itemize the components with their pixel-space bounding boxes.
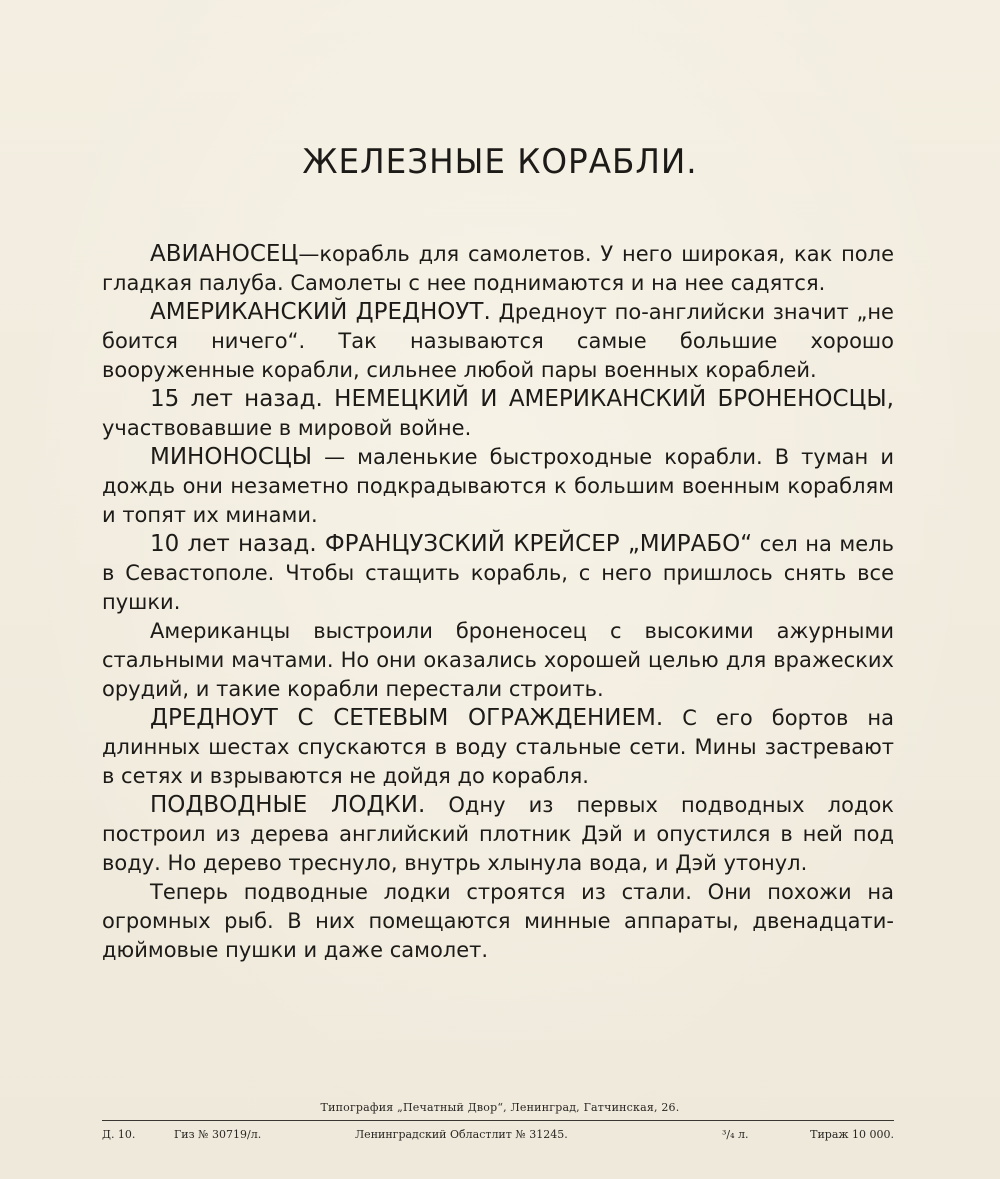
paragraph-text: С его бортов на длинных шестах спускаются в воду стальные сети. Мины застревают в сетях и взрываются не дойдя до корабля.: [102, 706, 894, 788]
paragraph-mirabeau: [102, 530, 894, 617]
page-title: ЖЕЛЕЗНЫЕ КОРАБЛИ.: [302, 142, 698, 182]
paragraph-text: сел на мель в Севастополе. Чтобы стащить корабль, с него пришлось снять все пушки.: [102, 532, 894, 614]
paragraph-lead: МИНОНОСЦЫ: [150, 444, 313, 470]
publication-footer: [102, 1128, 894, 1144]
paragraph-lead: ДРЕДНОУТ С СЕТЕВЫМ ОГРАЖДЕНИЕМ.: [150, 705, 664, 731]
footer-sheets: ³/₄ л.: [722, 1128, 749, 1141]
paragraph-steel-submarines: [102, 878, 894, 965]
footer-tirage: Тираж 10 000.: [810, 1128, 894, 1141]
body-text: [102, 240, 894, 965]
paragraph-lead: АВИАНОСЕЦ: [150, 241, 299, 267]
paragraph-battleships: [102, 385, 894, 443]
footer-code: Д. 10.: [102, 1128, 136, 1141]
paragraph-text: участвовавшие в мировой войне.: [102, 416, 472, 440]
paragraph-submarines: [102, 791, 894, 878]
paragraph-text: Одну из первых подводных лодок построил из дерева английский плотник Дэй и опустился в ней под воду. Но дерево треснуло, внутрь хлынула вода, и Дэй утонул.: [102, 793, 894, 875]
paragraph-text: Американцы выстроили броненосец с высокими ажурными стальными мачтами. Но они оказались хорошей целью для вражеских орудий, и такие корабли перестали строить.: [102, 619, 894, 701]
footer-giz-number: Гиз № 30719/л.: [174, 1128, 262, 1141]
paragraph-net-dreadnought: [102, 704, 894, 791]
printer-imprint: Типография „Печатный Двор“, Ленинград, Гатчинская, 26.: [320, 1101, 680, 1114]
paragraph-aircraft-carrier: [102, 240, 894, 298]
paragraph-lead: 15 лет назад. НЕМЕЦКИЙ И АМЕРИКАНСКИЙ БРОНЕНОСЦЫ,: [150, 386, 894, 412]
paragraph-lead: АМЕРИКАНСКИЙ ДРЕДНОУТ.: [150, 299, 491, 325]
paragraph-text: — маленькие быстроходные корабли. В туман и дождь они незаметно подкрадываются к большим военным кораблям и топят их минами.: [102, 445, 894, 527]
paragraph-text: Теперь подводные лодки строятся из стали. Они похожи на огромных рыб. В них помещаются минные аппараты, двенадцати-дюймовые пушки и даже самолет.: [102, 880, 894, 962]
footer-oblastlit: Ленинградский Областлит № 31245.: [355, 1128, 568, 1141]
paragraph-lead: ПОДВОДНЫЕ ЛОДКИ.: [150, 792, 426, 818]
paragraph-american-dreadnought: [102, 298, 894, 385]
paragraph-text: —корабль для самолетов. У него широкая, как поле гладкая палуба. Самолеты с нее поднимаются и на нее садятся.: [102, 242, 894, 295]
paragraph-text: Дредноут по-английски значит „не боится ничего“. Так называются самые большие хорошо вооруженные корабли, сильнее любой пары военных кораблей.: [102, 300, 894, 382]
paragraph-torpedo-boats: [102, 443, 894, 530]
paragraph-lattice-masts: [102, 617, 894, 704]
footer-divider: [102, 1120, 894, 1121]
paragraph-lead: 10 лет назад. ФРАНЦУЗСКИЙ КРЕЙСЕР „МИРАБО“: [150, 531, 753, 557]
